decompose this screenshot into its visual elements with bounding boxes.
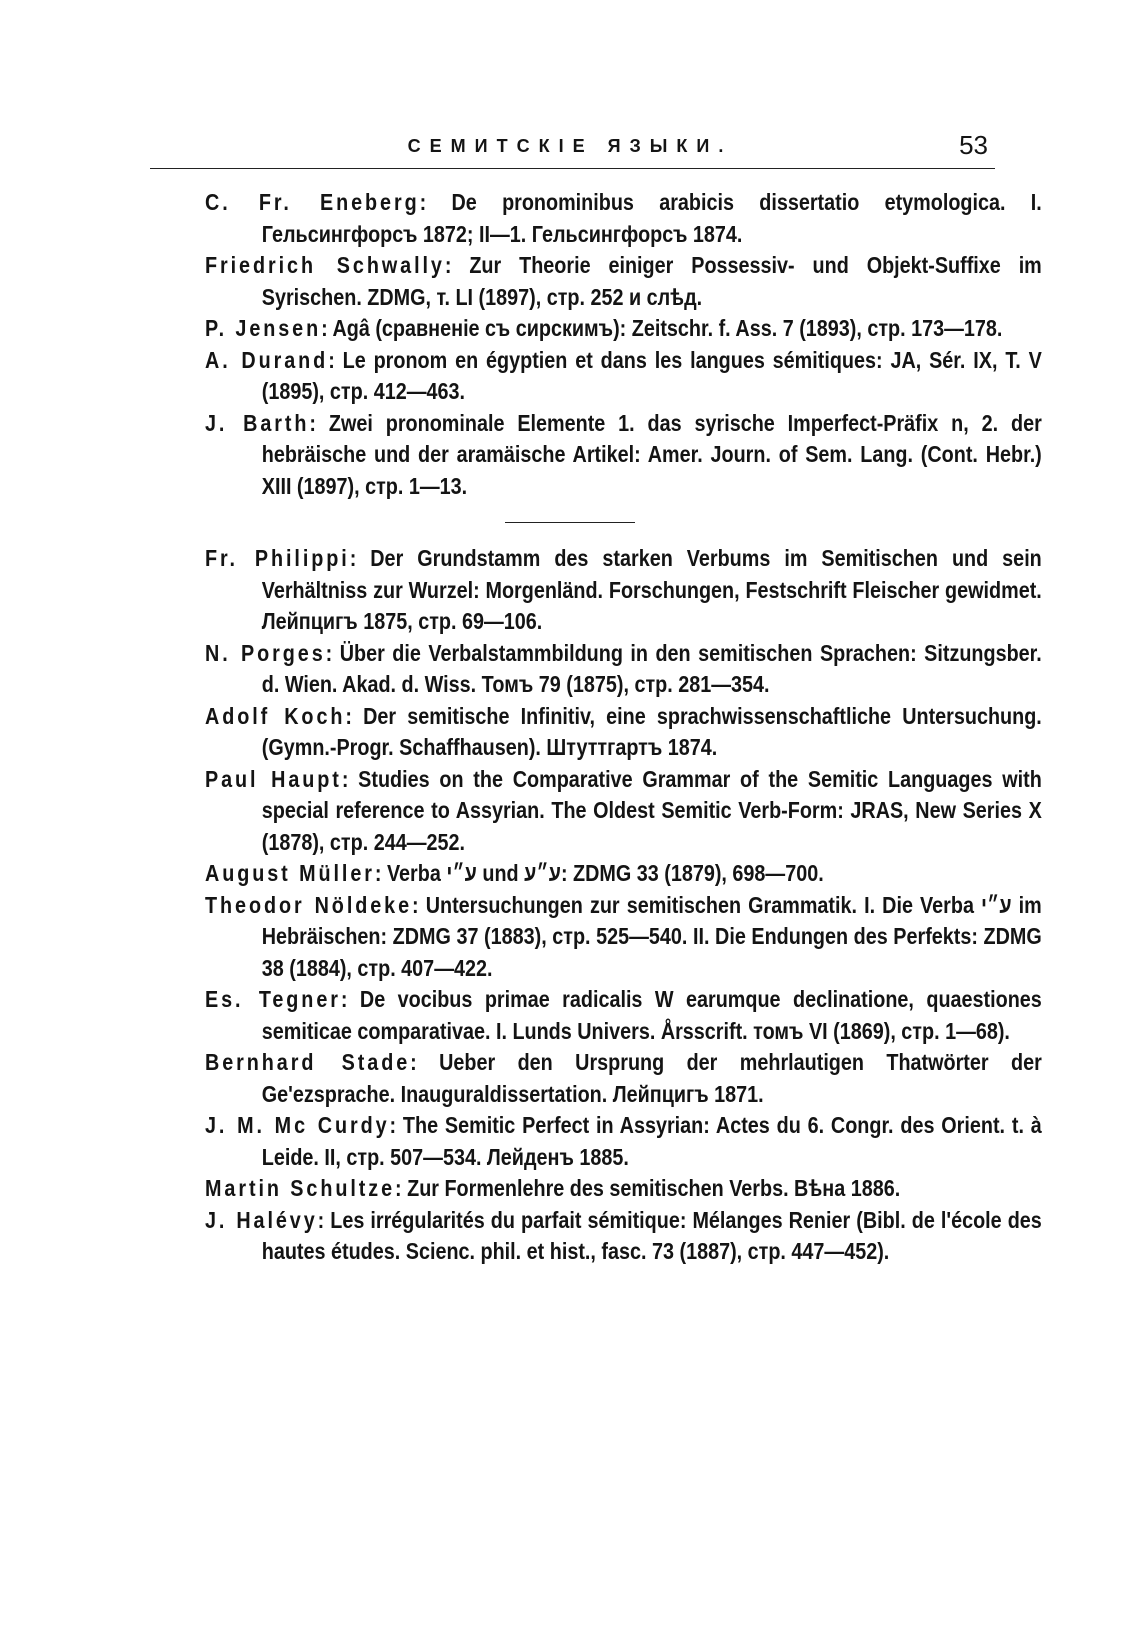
bibliography-entry — [205, 1205, 1042, 1268]
page-header — [150, 130, 990, 170]
section-divider — [505, 522, 635, 523]
bibliography-group-1 — [205, 187, 1042, 502]
bibliography-group-2 — [205, 543, 1042, 1268]
bibliography-entry — [205, 408, 1042, 503]
entry-text: : The Semitic Perfect in Assyrian: Actes du 6. Congr. des Orient. t. à Leide. II, стр. 507—534. Лейденъ 1885. — [261, 1112, 1042, 1170]
entry-text: : Les irrégularités du parfait sémitique: Mélanges Renier (Bibl. de l'école des hautes études. Scienc. phil. et hist., fasc. 73 (1887), стр. 447—452). — [261, 1206, 1042, 1264]
bibliography-entry — [205, 764, 1042, 859]
bibliography-entry — [205, 701, 1042, 764]
entry-author: A. Durand — [205, 346, 329, 373]
bibliography-entry — [205, 984, 1042, 1047]
entry-author: J. Barth — [205, 409, 310, 436]
entry-author: N. Porges — [205, 639, 326, 666]
entry-author: Paul Haupt — [205, 765, 342, 792]
entry-author: Fr. Philippi — [205, 545, 350, 571]
bibliography-entry — [205, 313, 1042, 345]
entry-text: : Der Grundstamm des starken Verbums im Semitischen und sein Verhältniss zur Wurzel: Morgenländ. Forschungen, Festschrift Fleischer gewidmet. Лейпцигъ 1875, стр. 69—106. — [261, 545, 1042, 634]
entry-text: : Untersuchungen zur semitischen Grammatik. I. Die Verba ע״י im Hebräischen: ZDMG 37 (1883), стр. 525—540. II. Die Endungen des Perfekts: ZDMG 38 (1884), стр. 407—422. — [261, 891, 1042, 981]
entry-author: P. Jensen — [205, 315, 322, 341]
entry-text: : Zur Formenlehre des semitischen Verbs. Вѣна 1886. — [395, 1175, 901, 1201]
bibliography-entry — [205, 1110, 1042, 1173]
bibliography-entry — [205, 858, 1042, 890]
bibliography-entry — [205, 187, 1042, 250]
bibliography-entry — [205, 543, 1042, 638]
entry-text: : Der semitische Infinitiv, eine sprachwissenschaftliche Untersuchung. (Gymn.-Progr. Schaffhausen). Штуттгартъ 1874. — [261, 702, 1042, 760]
entry-text: : Agâ (сравненіе съ сирскимъ): Zeitschr. f. Ass. 7 (1893), стр. 173—178. — [321, 315, 1003, 341]
entry-text: : De vocibus primae radicalis W earumque declinatione, quaestiones semiticae comparativae. I. Lunds Univers. Årsscrift. томъ VI (1869), стр. 1—68). — [261, 986, 1042, 1044]
bibliography-entry — [205, 1173, 1042, 1205]
bibliography-entry — [205, 638, 1042, 701]
entry-text: : Über die Verbalstammbildung in den semitischen Sprachen: Sitzungsber. d. Wien. Akad. d. Wiss. Томъ 79 (1875), стр. 281—354. — [261, 639, 1042, 697]
bibliography-entry — [205, 345, 1042, 408]
entry-author: Bernhard Stade — [205, 1049, 411, 1075]
entry-author: Martin Schultze — [205, 1175, 396, 1201]
bibliography — [205, 187, 1042, 1268]
entry-author: C. Fr. Eneberg — [205, 189, 420, 215]
header-rule — [150, 168, 995, 169]
entry-author: Adolf Koch — [205, 702, 346, 729]
bibliography-entry — [205, 250, 1042, 313]
entry-text: : Studies on the Comparative Grammar of the Semitic Languages with special reference to Assyrian. The Oldest Semitic Verb-Form: JRAS, New Series X (1878), стр. 244—252. — [261, 765, 1042, 855]
entry-author: Es. Tegner — [205, 986, 341, 1012]
entry-text: : Zwei pronominale Elemente 1. das syrische Imperfect-Präfix n, 2. der hebräische und der aramäische Artikel: Amer. Journ. of Sem. Lang. (Cont. Hebr.) XIII (1897), стр. 1—13. — [261, 409, 1042, 499]
entry-author: August Müller — [205, 860, 375, 886]
entry-text: : De pronominibus arabicis dissertatio etymologica. I. Гельсингфорсъ 1872; II—1. Гельсингфорсъ 1874. — [261, 189, 1042, 247]
entry-text: : Zur Theorie einiger Possessiv- und Objekt-Suffixe im Syrischen. ZDMG, т. LI (1897), стр. 252 и слѣд. — [261, 252, 1042, 310]
bibliography-entry — [205, 890, 1042, 985]
bibliography-entry — [205, 1047, 1042, 1110]
entry-text: : Ueber den Ursprung der mehrlautigen Thatwörter der Ge'ezsprache. Inauguraldissertation. Лейпцигъ 1871. — [261, 1049, 1042, 1107]
entry-text: : Le pronom en égyptien et dans les langues sémitiques: JA, Sér. IX, T. V (1895), стр. 412—463. — [261, 346, 1042, 404]
entry-author: Friedrich Schwally — [205, 252, 445, 278]
entry-author: J. Halévy — [205, 1206, 318, 1233]
page-number: 53 — [959, 130, 988, 160]
entry-author: Theodor Nöldeke — [205, 891, 413, 918]
running-title: СЕМИТСКІЕ ЯЗЫКИ. — [407, 136, 733, 156]
entry-text: : Verba ע״י und ע״ע: ZDMG 33 (1879), 698—700. — [374, 860, 824, 886]
entry-author: J. M. Mc Curdy — [205, 1112, 390, 1138]
